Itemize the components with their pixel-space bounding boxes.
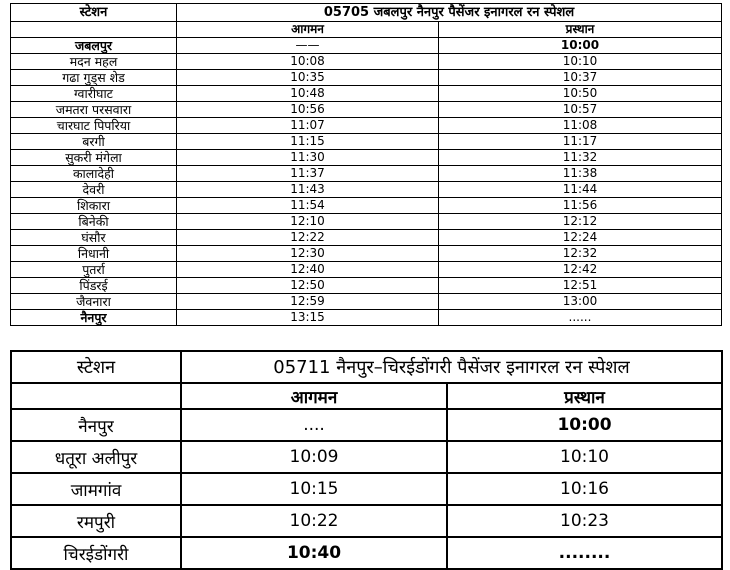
station-cell: निधानी xyxy=(11,246,177,262)
arrival-cell: 10:40 xyxy=(181,537,447,569)
table-row xyxy=(11,70,722,86)
departure-cell: 12:12 xyxy=(439,214,722,230)
arrival-header: आगमन xyxy=(177,22,439,38)
table-row xyxy=(11,118,722,134)
station-cell: मदन महल xyxy=(11,54,177,70)
station-header: स्टेशन xyxy=(11,4,177,22)
departure-cell: 10:50 xyxy=(439,86,722,102)
station-cell: बिनेकी xyxy=(11,214,177,230)
arrival-cell: 11:37 xyxy=(177,166,439,182)
station-cell: जामगांव xyxy=(11,473,181,505)
table-row xyxy=(11,505,722,537)
table-row xyxy=(11,150,722,166)
table-row xyxy=(11,262,722,278)
table-row xyxy=(11,166,722,182)
station-cell: जैवनारा xyxy=(11,294,177,310)
table-row xyxy=(11,246,722,262)
station-cell: जबलपुर xyxy=(11,38,177,54)
table-row xyxy=(11,537,722,569)
departure-cell: 11:32 xyxy=(439,150,722,166)
station-cell: कालादेही xyxy=(11,166,177,182)
departure-cell: 11:44 xyxy=(439,182,722,198)
arrival-cell: 10:35 xyxy=(177,70,439,86)
departure-cell: 10:10 xyxy=(439,54,722,70)
station-cell: बरगी xyxy=(11,134,177,150)
table-row xyxy=(11,473,722,505)
station-cell: चिरईडोंगरी xyxy=(11,537,181,569)
table-row xyxy=(11,278,722,294)
blank-header-cell xyxy=(11,22,177,38)
arrival-cell: —— xyxy=(177,38,439,54)
departure-cell: 10:23 xyxy=(447,505,722,537)
departure-cell: 11:56 xyxy=(439,198,722,214)
table-row xyxy=(11,54,722,70)
station-cell: शिकारा xyxy=(11,198,177,214)
departure-cell: 10:00 xyxy=(439,38,722,54)
station-cell: नैनपुर xyxy=(11,310,177,326)
table-row xyxy=(11,294,722,310)
station-cell: घंसौर xyxy=(11,230,177,246)
station-cell: ग्वारीघाट xyxy=(11,86,177,102)
station-cell: पिंडरई xyxy=(11,278,177,294)
arrival-cell: 12:50 xyxy=(177,278,439,294)
arrival-cell: 11:54 xyxy=(177,198,439,214)
arrival-cell: 11:30 xyxy=(177,150,439,166)
train-title: 05705 जबलपुर नैनपुर पैसेंजर इनागरल रन स्पेशल xyxy=(177,4,722,22)
departure-cell: 10:37 xyxy=(439,70,722,86)
departure-cell: 10:16 xyxy=(447,473,722,505)
station-cell: रमपुरी xyxy=(11,505,181,537)
arrival-cell: 10:56 xyxy=(177,102,439,118)
departure-cell: 12:24 xyxy=(439,230,722,246)
arrival-cell: 12:10 xyxy=(177,214,439,230)
departure-cell: 10:57 xyxy=(439,102,722,118)
arrival-header: आगमन xyxy=(181,383,447,409)
table-row xyxy=(11,134,722,150)
departure-cell: 11:17 xyxy=(439,134,722,150)
arrival-cell: 13:15 xyxy=(177,310,439,326)
departure-cell: 11:08 xyxy=(439,118,722,134)
arrival-cell: 10:48 xyxy=(177,86,439,102)
table-row xyxy=(11,182,722,198)
station-cell: गढा गुड्स शेड xyxy=(11,70,177,86)
station-cell: नैनपुर xyxy=(11,409,181,441)
table-row xyxy=(11,86,722,102)
arrival-cell: 11:07 xyxy=(177,118,439,134)
departure-cell: ...... xyxy=(439,310,722,326)
arrival-cell: 10:15 xyxy=(181,473,447,505)
table-row xyxy=(11,102,722,118)
table-row xyxy=(11,198,722,214)
table-row xyxy=(11,230,722,246)
arrival-cell: 12:30 xyxy=(177,246,439,262)
table-row xyxy=(11,409,722,441)
departure-cell: 13:00 xyxy=(439,294,722,310)
departure-cell: 12:42 xyxy=(439,262,722,278)
arrival-cell: 12:22 xyxy=(177,230,439,246)
table-row xyxy=(11,441,722,473)
table-row xyxy=(11,310,722,326)
departure-header: प्रस्थान xyxy=(439,22,722,38)
train-title: 05711 नैनपुर–चिरईडोंगरी पैसेंजर इनागरल रन स्पेशल xyxy=(181,351,722,383)
departure-cell: 10:00 xyxy=(447,409,722,441)
departure-cell: 12:32 xyxy=(439,246,722,262)
station-header: स्टेशन xyxy=(11,351,181,383)
blank-header-cell xyxy=(11,383,181,409)
departure-header: प्रस्थान xyxy=(447,383,722,409)
arrival-cell: 11:15 xyxy=(177,134,439,150)
arrival-cell: 12:40 xyxy=(177,262,439,278)
arrival-cell: .... xyxy=(181,409,447,441)
departure-cell: ........ xyxy=(447,537,722,569)
departure-cell: 10:10 xyxy=(447,441,722,473)
departure-cell: 12:51 xyxy=(439,278,722,294)
arrival-cell: 10:09 xyxy=(181,441,447,473)
arrival-cell: 11:43 xyxy=(177,182,439,198)
station-cell: देवरी xyxy=(11,182,177,198)
station-cell: चारघाट पिपरिया xyxy=(11,118,177,134)
table-row xyxy=(11,214,722,230)
timetable-05711 xyxy=(10,350,723,570)
timetable-05705 xyxy=(10,3,722,326)
table-row xyxy=(11,38,722,54)
departure-cell: 11:38 xyxy=(439,166,722,182)
arrival-cell: 10:22 xyxy=(181,505,447,537)
station-cell: सुकरी मंगेला xyxy=(11,150,177,166)
station-cell: धतूरा अलीपुर xyxy=(11,441,181,473)
station-cell: पुतर्रा xyxy=(11,262,177,278)
station-cell: जमतरा परसवारा xyxy=(11,102,177,118)
arrival-cell: 10:08 xyxy=(177,54,439,70)
arrival-cell: 12:59 xyxy=(177,294,439,310)
